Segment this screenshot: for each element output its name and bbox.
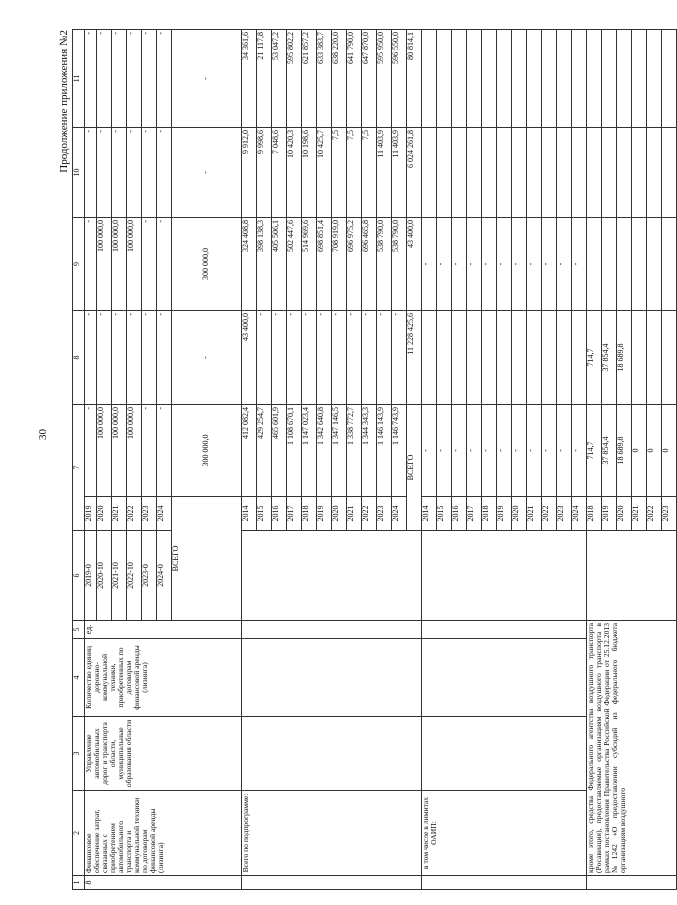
value-cell: - [512,218,527,311]
value-cell [482,128,497,218]
year-cell: 2020 [617,497,632,531]
year-cell: 2019 [497,497,512,531]
value-cell: 9 998,6 [257,128,272,218]
table-row [422,30,437,890]
year-cell: 2023 [662,497,677,531]
year-cell: 2016 [272,497,287,531]
column-number: 2 [73,791,85,876]
value-cell: 100 000,0 [112,405,127,497]
year-cell: 2014 [422,497,437,531]
value-cell [512,311,527,405]
value-cell: - [332,311,347,405]
table-row [85,30,97,890]
value-cell: - [437,405,452,497]
value-cell: 21 117,8 [257,30,272,128]
column-number: 7 [73,405,85,531]
value-cell [587,30,602,128]
table-row [587,30,602,890]
value-cell: - [437,218,452,311]
value-cell: - [557,218,572,311]
value-cell: 714,7 [587,311,602,405]
total-value: - [172,311,242,405]
value-cell: 1 146 143,9 [377,405,392,497]
value-cell: 638 220,0 [332,30,347,128]
value-cell: - [317,311,332,405]
value-cell: 53 047,2 [272,30,287,128]
value-cell: 696 975,2 [347,218,362,311]
total-label: ВСЕГО [172,497,242,621]
value-cell: - [362,311,377,405]
total-label: ВСЕГО [407,405,422,531]
value-cell [557,30,572,128]
value-cell: 538 790,0 [377,218,392,311]
value-cell: - [542,405,557,497]
value-cell [572,311,587,405]
empty-cell [422,717,587,791]
value-cell: 1 342 640,8 [317,405,332,497]
value-cell: - [157,30,172,128]
year-cell: 2018 [482,497,497,531]
value-cell: 37 854,4 [602,405,617,497]
total-value: 300 000,0 [172,405,242,497]
value-cell: 405 506,1 [272,218,287,311]
value-cell: - [287,311,302,405]
year-cell: 2014 [242,497,257,531]
column-number: 5 [73,621,85,639]
appendix-header: Продолжение приложения №2 [58,30,70,173]
value-cell: 18 689,8 [617,405,632,497]
value-cell [437,311,452,405]
value-cell: - [482,218,497,311]
value-cell [647,311,662,405]
value-cell: - [557,405,572,497]
value-cell: - [85,311,97,405]
value-cell [662,218,677,311]
value-cell [557,128,572,218]
value-cell [662,30,677,128]
value-cell [662,311,677,405]
value-cell: - [85,30,97,128]
value-cell [632,30,647,128]
year-cell: 2023 [377,497,392,531]
value-cell: - [422,218,437,311]
year-cell: 2020 [332,497,347,531]
page-number: 30 [37,429,49,440]
value-cell: 100 000,0 [127,405,142,497]
value-cell: 100 000,0 [97,218,112,311]
item-number: 8 [85,876,242,890]
value-cell: - [85,218,97,311]
value-cell: 7,5 [332,128,347,218]
column-number: 1 [73,876,85,890]
value-cell: 1 347 146,5 [332,405,347,497]
value-cell [617,218,632,311]
year-cell: 2017 [287,497,302,531]
year-cell: 2023 [557,497,572,531]
value-cell: - [272,311,287,405]
value-cell: 708 919,0 [332,218,347,311]
empty-cell [422,531,587,621]
value-cell: 100 000,0 [127,218,142,311]
value-cell: 514 969,6 [302,218,317,311]
value-cell [497,128,512,218]
value-cell [527,30,542,128]
empty-cell [242,531,422,621]
period-target: 2022-10 [127,531,142,621]
total-value: - [172,30,242,128]
year-cell: 2024 [157,497,172,531]
year-cell: 2022 [362,497,377,531]
item-executor: Управление автомобильных дорог и транспорта области, муниципальные образования области [85,717,242,791]
column-number: 8 [73,311,85,405]
value-cell: - [97,311,112,405]
value-cell: 465 601,9 [272,405,287,497]
period-target: 2023-0 [142,531,157,621]
value-cell: 10 420,3 [287,128,302,218]
value-cell [422,30,437,128]
value-cell: - [142,218,157,311]
column-number: 4 [73,639,85,717]
value-cell: 641 790,0 [347,30,362,128]
period-target: 2019-0 [85,531,97,621]
value-cell: - [392,311,407,405]
value-cell [647,218,662,311]
value-cell [587,128,602,218]
value-cell [617,128,632,218]
year-cell: 2023 [142,497,157,531]
value-cell: 538 790,0 [392,218,407,311]
year-cell: 2022 [647,497,662,531]
value-cell: - [157,128,172,218]
value-cell [452,30,467,128]
value-cell: 34 361,6 [242,30,257,128]
value-cell [557,311,572,405]
value-cell: 10 425,7 [317,128,332,218]
value-cell: 11 403,9 [392,128,407,218]
item-unit: ед. [85,621,242,639]
total-value: - [172,128,242,218]
empty-cell [422,621,587,639]
empty-cell [242,876,422,890]
value-cell: - [422,405,437,497]
period-target: 2021-10 [112,531,127,621]
value-cell: - [497,218,512,311]
empty-cell [242,717,422,791]
subprogram-total-label: Всего по подпрограмме: [242,791,422,876]
column-number: 10 [73,128,85,218]
value-cell: - [97,128,112,218]
total-value: 80 814,1 [407,30,422,128]
value-cell: 18 689,8 [617,311,632,405]
total-value: 11 228 425,6 [407,311,422,405]
value-cell [497,30,512,128]
value-cell: - [142,128,157,218]
value-cell [647,128,662,218]
year-cell: 2021 [527,497,542,531]
value-cell [572,128,587,218]
value-cell: 502 447,6 [287,218,302,311]
value-cell: 1 147 023,4 [302,405,317,497]
item-indicator: Количество единиц дорожно-коммунальной техники, приобретенных по договорам финансовой аренды (лизинга) [85,639,242,717]
year-cell: 2016 [452,497,467,531]
value-cell [632,311,647,405]
value-cell: 0 [662,405,677,497]
value-cell [452,128,467,218]
empty-cell [242,639,422,717]
value-cell: - [347,311,362,405]
value-cell: 647 870,0 [362,30,377,128]
value-cell [632,128,647,218]
value-cell: - [497,405,512,497]
year-cell: 2019 [602,497,617,531]
value-cell: - [157,405,172,497]
value-cell: 7,5 [347,128,362,218]
column-number: 3 [73,717,85,791]
value-cell [452,311,467,405]
year-cell: 2019 [85,497,97,531]
column-number: 9 [73,218,85,311]
year-cell: 2021 [112,497,127,531]
value-cell: 429 254,7 [257,405,272,497]
value-cell: 324 408,8 [242,218,257,311]
value-cell: - [542,218,557,311]
total-value: 43 400,0 [407,218,422,311]
value-cell: 696 465,8 [362,218,377,311]
value-cell: - [127,311,142,405]
oaip-label: в том числе в лимитах ОАИП: [422,791,587,876]
value-cell: - [572,218,587,311]
value-cell: 1 344 343,3 [362,405,377,497]
federal-note: кроме этого, средства Федерального агентства воздушного транспорта (Росавиация), предоставляемые организациям воздушного транспорта в рамках постановления Правительства Российской Федерации от 25.12.2013 №1242 «О предоставлении субсидий из федерального бюджета организациям воздушного [587,621,677,876]
value-cell: 0 [647,405,662,497]
value-cell [512,128,527,218]
value-cell: - [452,218,467,311]
value-cell: 37 854,4 [602,311,617,405]
value-cell [512,30,527,128]
value-cell: 9 912,0 [242,128,257,218]
year-cell: 2019 [317,497,332,531]
period-target: 2024-0 [157,531,172,621]
value-cell: - [127,128,142,218]
year-cell: 2024 [392,497,407,531]
value-cell: 596 550,0 [392,30,407,128]
budget-table [72,29,677,890]
value-cell [542,128,557,218]
value-cell [422,311,437,405]
table-row [73,30,85,890]
value-cell: - [377,311,392,405]
value-cell: 633 383,7 [317,30,332,128]
value-cell: - [467,218,482,311]
value-cell: - [302,311,317,405]
empty-cell [422,639,587,717]
year-cell: 2022 [127,497,142,531]
value-cell: - [85,405,97,497]
value-cell: 595 802,2 [287,30,302,128]
value-cell [572,30,587,128]
value-cell: - [127,30,142,128]
empty-cell [587,876,677,890]
value-cell [617,30,632,128]
year-cell: 2021 [347,497,362,531]
value-cell: 11 403,9 [377,128,392,218]
value-cell: 621 857,2 [302,30,317,128]
value-cell [602,218,617,311]
value-cell: 100 000,0 [97,405,112,497]
table-row [242,30,257,890]
value-cell: 1 146 743,9 [392,405,407,497]
value-cell [602,30,617,128]
value-cell: 7,5 [362,128,377,218]
value-cell [542,311,557,405]
rotated-page-content [58,30,670,890]
value-cell: - [512,405,527,497]
value-cell [497,311,512,405]
value-cell: 1 108 670,1 [287,405,302,497]
value-cell [647,30,662,128]
value-cell: - [527,405,542,497]
value-cell [467,128,482,218]
value-cell: 1 338 772,7 [347,405,362,497]
period-target: 2020-10 [97,531,112,621]
value-cell: 698 851,4 [317,218,332,311]
value-cell [662,128,677,218]
value-cell [467,311,482,405]
year-cell: 2020 [97,497,112,531]
value-cell [587,218,602,311]
value-cell [542,30,557,128]
value-cell [482,311,497,405]
value-cell [527,311,542,405]
year-cell: 2015 [257,497,272,531]
value-cell: - [112,311,127,405]
value-cell: 398 138,3 [257,218,272,311]
value-cell: - [157,218,172,311]
value-cell [437,128,452,218]
value-cell: - [142,30,157,128]
total-value: 300 000,0 [172,218,242,311]
value-cell: - [452,405,467,497]
value-cell: 10 198,6 [302,128,317,218]
value-cell [482,30,497,128]
value-cell: 100 000,0 [112,218,127,311]
value-cell [602,128,617,218]
value-cell: - [85,128,97,218]
column-number: 6 [73,531,85,621]
value-cell: - [467,405,482,497]
year-cell: 2020 [512,497,527,531]
year-cell: 2022 [542,497,557,531]
year-cell: 2018 [302,497,317,531]
year-cell: 2017 [467,497,482,531]
item-name: Финансовое обеспечение затрат, связанных с приобретением автомобильного транспорта и коммунальной техники по договорам финансовой аренды (лизинга) [85,791,242,876]
value-cell [437,30,452,128]
year-cell: 2018 [587,497,602,531]
value-cell: - [572,405,587,497]
value-cell: 714,7 [587,405,602,497]
value-cell: 595 950,0 [377,30,392,128]
empty-cell [422,876,587,890]
value-cell: - [527,218,542,311]
value-cell: - [112,30,127,128]
value-cell: 7 048,6 [272,128,287,218]
value-cell: - [142,311,157,405]
year-cell: 2015 [437,497,452,531]
value-cell [527,128,542,218]
value-cell: 412 082,4 [242,405,257,497]
year-cell: 2024 [572,497,587,531]
value-cell: 0 [632,405,647,497]
value-cell: - [97,30,112,128]
value-cell: - [257,311,272,405]
empty-cell [242,621,422,639]
value-cell [467,30,482,128]
value-cell [632,218,647,311]
value-cell: - [112,128,127,218]
empty-cell [587,531,677,621]
value-cell: - [482,405,497,497]
value-cell: 43 400,0 [242,311,257,405]
column-number: 11 [73,30,85,128]
year-cell: 2021 [632,497,647,531]
value-cell: - [157,311,172,405]
value-cell [422,128,437,218]
total-value: 6 024 261,8 [407,128,422,218]
value-cell: - [142,405,157,497]
